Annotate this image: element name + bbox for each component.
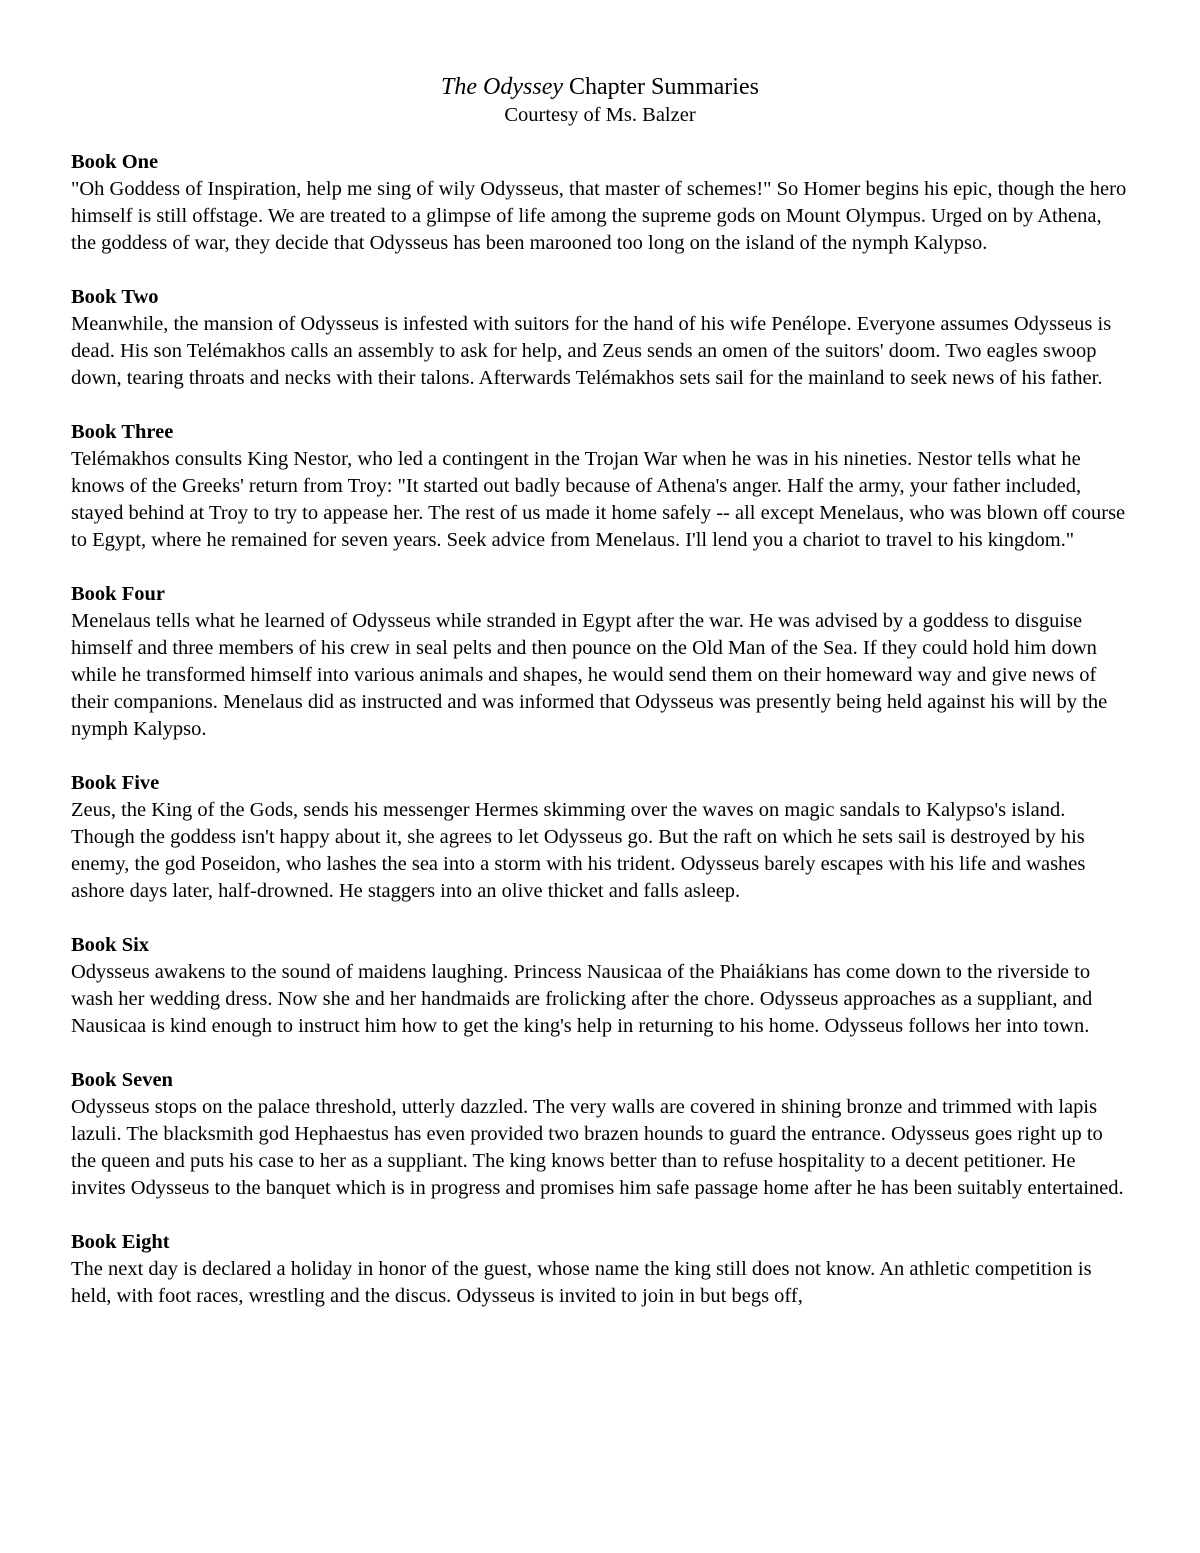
section-book-eight [71, 1229, 1129, 1310]
section-book-five [71, 770, 1129, 905]
section-heading: Book Six [71, 934, 150, 956]
section-book-one [71, 149, 1129, 257]
section-text: Zeus, the King of the Gods, sends his messenger Hermes skimming over the waves on magic sandals to Kalypso's island. Though the goddess isn't happy about it, she agrees to let Odysseus go. But the raft on which he sets sail is destroyed by his enemy, the god Poseidon, who lashes the sea into a storm with his trident. Odysseus barely escapes with his life and washes ashore days later, half-drowned. He staggers into an olive thicket and falls asleep. [71, 799, 1086, 902]
section-book-seven [71, 1067, 1129, 1202]
section-book-three [71, 419, 1129, 554]
section-heading: Book Eight [71, 1231, 170, 1253]
section-text: Odysseus awakens to the sound of maidens laughing. Princess Nausicaa of the Phaiákians has come down to the riverside to wash her wedding dress. Now she and her handmaids are frolicking after the chore. Odysseus approaches as a suppliant, and Nausicaa is kind enough to instruct him how to get the king's help in returning to his home. Odysseus follows her into town. [71, 961, 1093, 1037]
section-book-four [71, 581, 1129, 743]
section-text: Meanwhile, the mansion of Odysseus is infested with suitors for the hand of his wife Penélope. Everyone assumes Odysseus is dead. His son Telémakhos calls an assembly to ask for help, and Zeus sends an omen of the suitors' doom. Two eagles swoop down, tearing throats and necks with their talons. Afterwards Telémakhos sets sail for the mainland to seek news of his father. [71, 313, 1112, 389]
section-text: Odysseus stops on the palace threshold, utterly dazzled. The very walls are covered in shining bronze and trimmed with lapis lazuli. The blacksmith god Hephaestus has even provided two brazen hounds to guard the entrance. Odysseus goes right up to the queen and puts his case to her as a suppliant. The king knows better than to refuse hospitality to a decent petitioner. He invites Odysseus to the banquet which is in progress and promises him safe passage home after he has been suitably entertained. [71, 1096, 1124, 1199]
title-block [71, 72, 1129, 129]
title-rest: Chapter Summaries [563, 74, 759, 100]
section-text: "Oh Goddess of Inspiration, help me sing of wily Odysseus, that master of schemes!" So Homer begins his epic, though the hero himself is still offstage. We are treated to a glimpse of life among the supreme gods on Mount Olympus. Urged on by Athena, the goddess of war, they decide that Odysseus has been marooned too long on the island of the nymph Kalypso. [71, 178, 1127, 254]
section-heading: Book Three [71, 421, 174, 443]
document-title [71, 72, 1129, 102]
section-text: Menelaus tells what he learned of Odysseus while stranded in Egypt after the war. He was advised by a goddess to disguise himself and three members of his crew in seal pelts and then pounce on the Old Man of the Sea. If they could hold him down while he transformed himself into various animals and shapes, he would send them on their homeward way and give news of their companions. Menelaus did as instructed and was informed that Odysseus was presently being held against his will by the nymph Kalypso. [71, 610, 1108, 740]
section-text: Telémakhos consults King Nestor, who led a contingent in the Trojan War when he was in his nineties. Nestor tells what he knows of the Greeks' return from Troy: "It started out badly because of Athena's anger. Half the army, your father included, stayed behind at Troy to try to appease her. The rest of us made it home safely -- all except Menelaus, who was blown off course to Egypt, where he remained for seven years. Seek advice from Menelaus. I'll lend you a chariot to travel to his kingdom." [71, 448, 1126, 551]
section-book-six [71, 932, 1129, 1040]
section-heading: Book Five [71, 772, 160, 794]
title-italic: The Odyssey [441, 74, 563, 100]
section-text: The next day is declared a holiday in honor of the guest, whose name the king still does not know. An athletic competition is held, with foot races, wrestling and the discus. Odysseus is invited to join in but begs off, [71, 1258, 1092, 1307]
section-heading: Book One [71, 151, 159, 173]
section-book-two [71, 284, 1129, 392]
section-heading: Book Seven [71, 1069, 173, 1091]
document-subtitle: Courtesy of Ms. Balzer [504, 104, 696, 126]
document-page [71, 72, 1129, 1337]
section-heading: Book Four [71, 583, 165, 605]
section-heading: Book Two [71, 286, 159, 308]
